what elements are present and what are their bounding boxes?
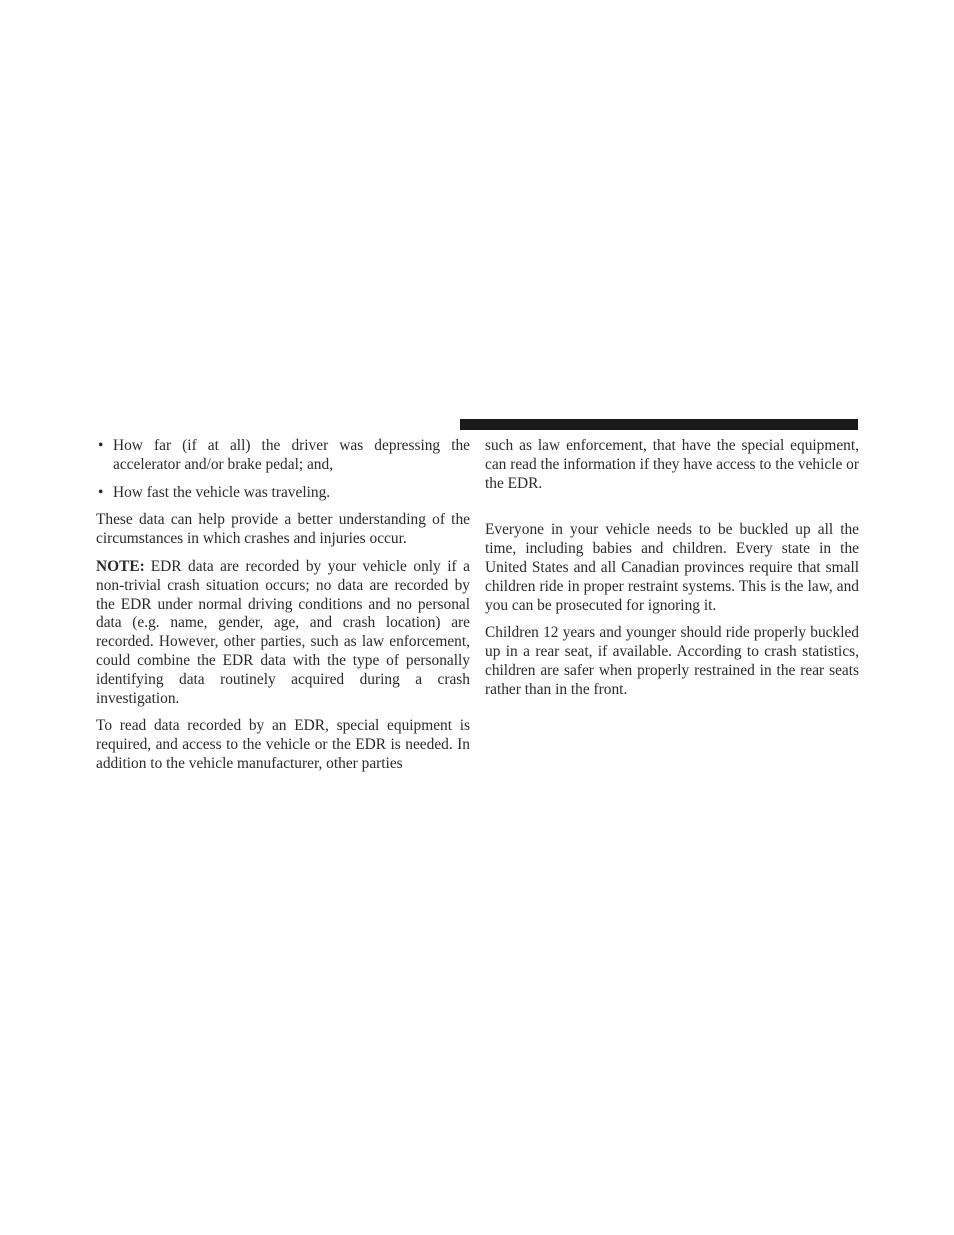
bullet-item: [96, 437, 470, 475]
left-column: [96, 437, 470, 783]
note-label: NOTE:: [96, 557, 145, 575]
bullet-text: How far (if at all) the driver was depressing the accelerator and/or brake pedal; and,: [113, 437, 470, 473]
paragraph: such as law enforcement, that have the special equipment, can read the information if they have access to the vehicle or the EDR.: [485, 437, 859, 492]
section-gap: [485, 502, 859, 521]
note-paragraph: [96, 558, 470, 708]
bullet-icon: •: [98, 437, 104, 454]
paragraph: Children 12 years and younger should ride properly buckled up in a rear seat, if available. According to crash statistics, children are safer when properly restrained in the rear seats rather than in the front.: [485, 624, 859, 698]
section-header-bar: [460, 419, 858, 430]
paragraph: To read data recorded by an EDR, special equipment is required, and access to the vehicle or the EDR is needed. In addition to the vehicle manufacturer, other parties: [96, 717, 470, 772]
bullet-text: How fast the vehicle was traveling.: [113, 483, 331, 501]
bullet-item: [96, 484, 470, 503]
note-text: EDR data are recorded by your vehicle only if a non-trivial crash situation occurs; no data are recorded by the EDR under normal driving conditions and no personal data (e.g. name, gender, age, and crash location) are recorded. However, other parties, such as law enforcement, could combine the EDR data with the type of personally identifying data routinely acquired during a crash investigation.: [96, 557, 470, 707]
right-column: [485, 437, 859, 709]
paragraph: These data can help provide a better understanding of the circumstances in which crashes and injuries occur.: [96, 511, 470, 548]
bullet-icon: •: [98, 483, 104, 501]
paragraph: Everyone in your vehicle needs to be buckled up all the time, including babies and children. Every state in the United States and all Canadian provinces require that small children ride in proper restraint systems. This is the law, and you can be prosecuted for ignoring it.: [485, 521, 859, 614]
